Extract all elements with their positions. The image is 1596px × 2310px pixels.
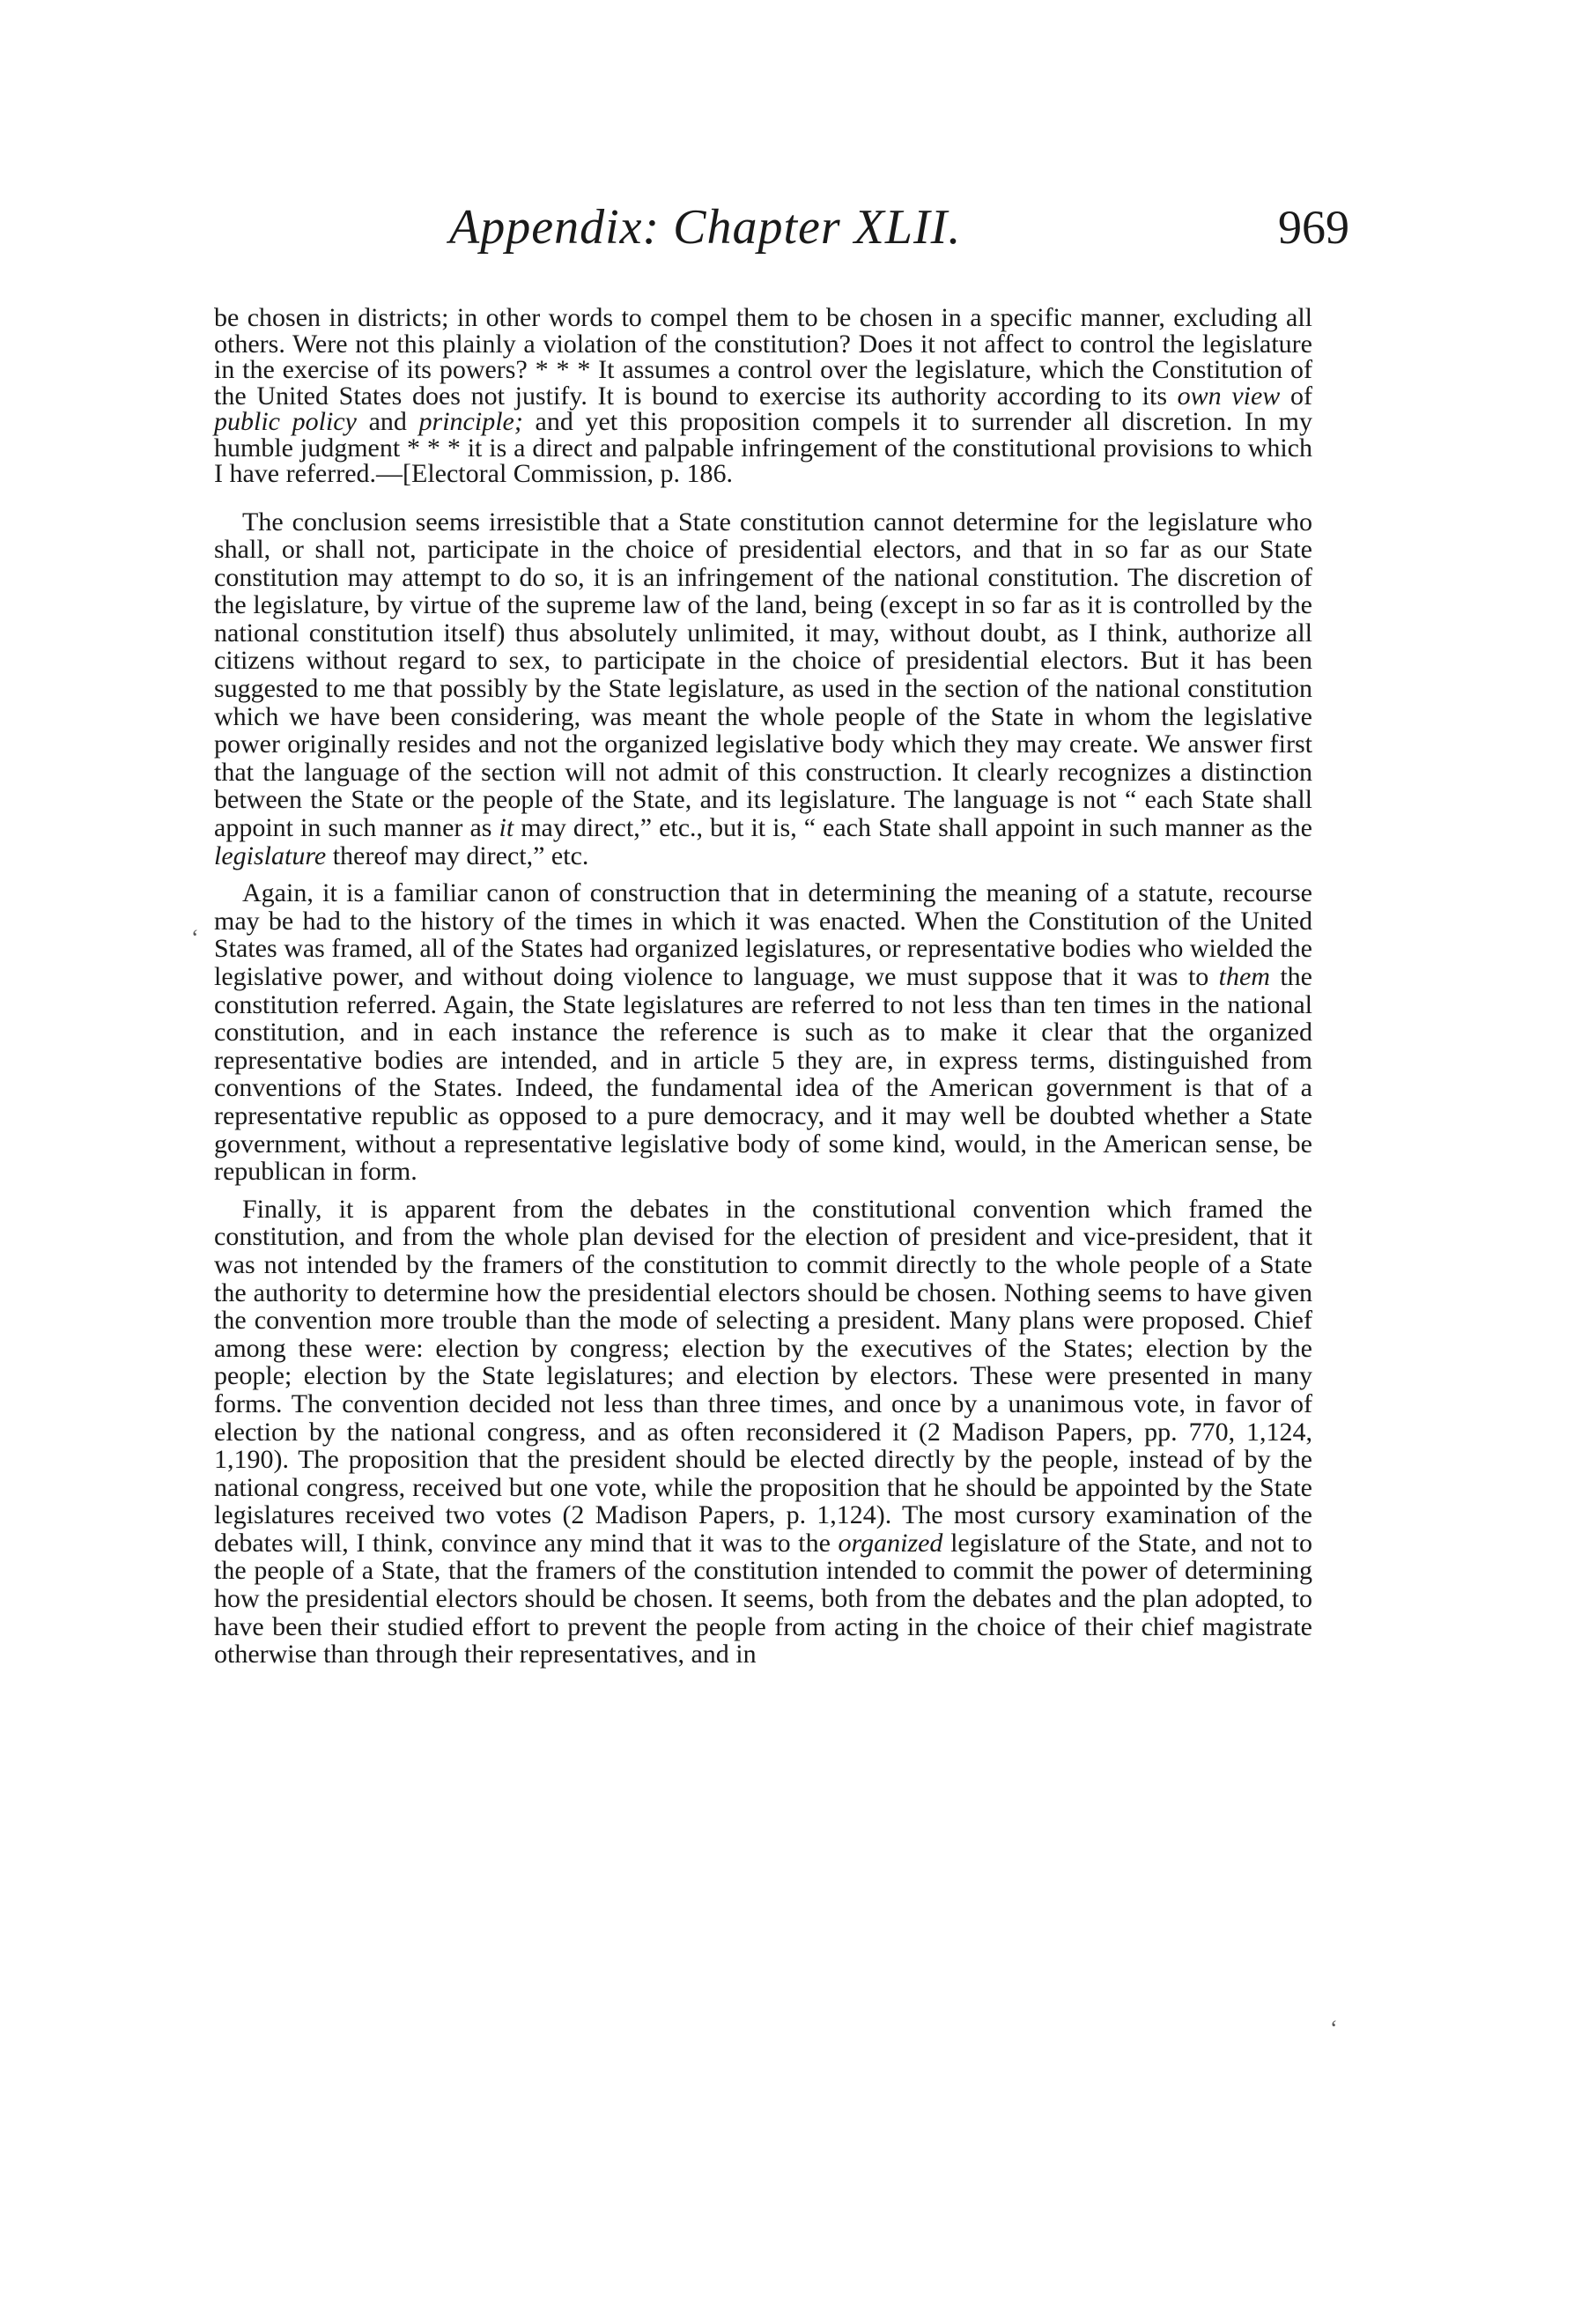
quote-text: and: [356, 407, 419, 436]
quote-emphasis: public policy: [214, 407, 357, 436]
paragraph-text: may direct,” etc., but it is, “ each State shall appoint in such manner as the: [514, 813, 1312, 843]
paragraph-text: The conclusion seems irresistible that a State constitution cannot determine for the legislature who shall, or shall not, participate in the choice of presidential electors, and that in so far as our State constitution may attempt to do so, it is an infringement of the national constitution. The discretion of the legislature, by virtue of the supreme law of the land, being (except in so far as it is controlled by the national constitution itself) thus absolutely unlimited, it may, without doubt, as I think, authorize all citizens without regard to sex, to participate in the choice of presidential electors. But it has been suggested to me that possibly by the State legislature, as used in the section of the national constitution which we have been considering, was meant the whole people of the State in whom the legislative power originally resides and not the organized legislative body which they may create. We answer first that the language of the section will not admit of this construction. It clearly recognizes a distinction between the State or the people of the State, and its legislature. The language is not “ each State shall appoint in such manner as: [214, 507, 1312, 843]
running-header: [211, 192, 1349, 263]
page-number: 969: [1278, 201, 1349, 254]
margin-mark: ‘: [191, 925, 199, 951]
quote-emphasis: principle;: [418, 407, 523, 436]
quote-text: and yet this proposition compels it to surrender all discretion. In my humble judgment * * * it is a direct and palpable infringement of the constitutional provisions to which I have referred.—[Electoral Commission, p. 186.: [214, 407, 1312, 488]
paragraph-2: [214, 879, 1312, 1186]
body-text: [214, 305, 1312, 1669]
quote-emphasis: own view: [1177, 381, 1281, 411]
running-title: Appendix: Chapter XLII.: [449, 200, 962, 255]
margin-mark: ‘: [1330, 2016, 1338, 2041]
paragraph-emphasis: legislature: [214, 840, 327, 870]
paragraph-1: [214, 508, 1312, 870]
block-quote: [214, 305, 1312, 487]
paragraph-text: the constitution referred. Again, the State legislatures are referred to not less than ten times in the national constitution, and in each instance the reference is such as to make it clear that the organized representative bodies are intended, and in article 5 they are, in express terms, distinguished from conventions of the States. Indeed, the fundamental idea of the American government is that of a representative republic as opposed to a pure democracy, and it may well be doubted whether a State government, without a representative legislative body of some kind, would, in the American sense, be republican in form.: [214, 962, 1312, 1187]
paragraph-emphasis: them: [1218, 962, 1270, 991]
paragraph-text: Finally, it is apparent from the debates in the constitutional convention which framed the constitution, and from the whole plan devised for the election of president and vice-president, that it was not intended by the framers of the constitution to commit directly to the whole people of a State the authority to determine how the presidential electors should be chosen. Nothing seems to have given the convention more trouble than the mode of selecting a president. Many plans were proposed. Chief among these were: election by congress; election by the executives of the States; election by the people; election by the State legislatures; and election by electors. These were presented in many forms. The convention decided not less than three times, and once by a unanimous vote, in favor of election by the national congress, and as often reconsidered it (2 Madison Papers, pp. 770, 1,124, 1,190). The proposition that the president should be elected directly by the people, instead of by the national congress, received but one vote, while the proposition that he should be appointed by the State legislatures received two votes (2 Madison Papers, p. 1,124). The most cursory examination of the debates will, I think, convince any mind that it was to the: [214, 1194, 1312, 1558]
paragraph-text: legislature of the State, and not to the people of a State, that the framers of the constitution intended to commit the power of determining how the presidential electors should be chosen. It seems, both from the debates and the plan adopted, to have been their studied effort to prevent the people from acting in the choice of their chief magistrate otherwise than through their representatives, and in: [214, 1528, 1312, 1670]
paragraph-emphasis: it: [499, 813, 514, 843]
paragraph-emphasis: organized: [838, 1528, 943, 1558]
quote-text: be chosen in districts; in other words to compel them to be chosen in a specific manner, excluding all others. Were not this plainly a violation of the constitution? Does it not affect to control the legislature in the exercise of its powers? * * * It assumes a control over the legislature, which the Constitution of the United States does not justify. It is bound to exercise its authority according to its: [214, 303, 1312, 411]
paragraph-3: [214, 1196, 1312, 1669]
quote-text: of: [1280, 381, 1312, 411]
paragraph-text: thereof may direct,” etc.: [326, 840, 589, 870]
paragraph-text: Again, it is a familiar canon of construction that in determining the meaning of a statute, recourse may be had to the history of the times in which it was enacted. When the Constitution of the United States was framed, all of the States had organized legislatures, or representative bodies who wielded the legislative power, and without doing violence to language, we must suppose that it was to: [214, 878, 1312, 991]
